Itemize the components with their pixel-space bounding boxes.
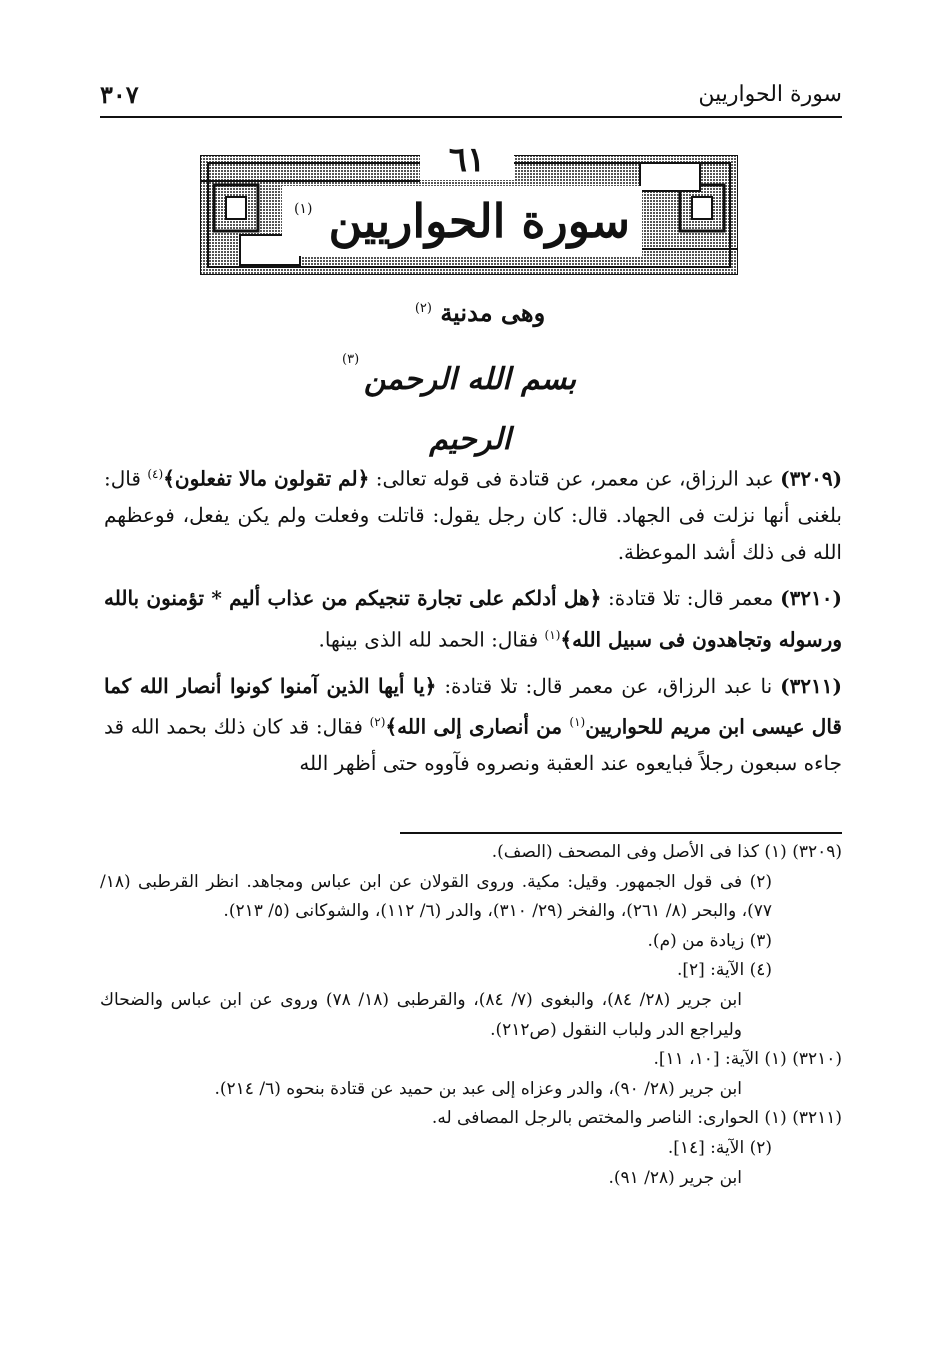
footnote-line: (٣٢٠٩) (١) كذا فى الأصل وفى المصحف (الصف).	[491, 842, 842, 862]
footnote-line: (٣٢١٠) (١) الآية: [١٠، ١١].	[653, 1049, 842, 1070]
footnote-ref: (١)	[544, 627, 561, 642]
footnote-line: ابن جرير (٢٨/ ٩١).	[608, 1167, 742, 1188]
hadith-number: (٣٢٠٩)	[780, 466, 843, 491]
subtitle-text: وهى مدنية	[440, 298, 546, 327]
running-header	[100, 80, 842, 116]
subtitle-footnote-ref: (٢)	[414, 301, 432, 316]
hadith-number: (٣٢١٠)	[780, 586, 842, 611]
footnote-line: ابن جرير (٢٨/ ٩٠)، والدر وعزاه إلى عبد بن حميد عن قتادة بنحوه (٦/ ٢١٤).	[214, 1078, 742, 1099]
quran-quote: من أنصارى إلى الله﴾	[385, 714, 570, 739]
footnote-ref: (٤)	[147, 467, 164, 481]
footnote-line: (٢) فى قول الجمهور. وقيل: مكية. وروى القولان عن ابن عباس ومجاهد. انظر القرطبى (١٨/ ٧٧)، والبحر (٨/ ٢٦١)، والفخر (٢٩/ ٣١٠)، والدر (٦/ ١١٢)، والشوكانى (٥/ ٢١٣).	[100, 871, 772, 922]
footnote-line: (٣) زيادة من (م).	[647, 930, 772, 951]
basmala: بسم الله الرحمن الرحيم	[363, 362, 577, 457]
surah-subtitle	[380, 298, 580, 327]
footnotes	[100, 838, 842, 1193]
surah-title	[282, 186, 642, 256]
footnote-line: (٣٢١١) (١) الحوارى: الناصر والمختص بالرجل المصافى له.	[431, 1108, 842, 1129]
paragraph-text: عبد الرزاق، عن معمر، عن قتادة فى قوله تعالى:	[369, 466, 781, 491]
hadith-paragraph	[104, 580, 842, 658]
quran-quote: ﴿يا أيها الذين آمنوا كونوا أنصار الله كما قال عيسى ابن مريم للحواريين	[104, 673, 842, 739]
footnote-line: (٤) الآية: [٢].	[676, 960, 772, 981]
paragraph-text: فقال: قد كان ذلك بحمد الله قد جاءه سبعون رجلاً فبايعوه عند العقبة ونصروه فآووه حتى أظهر الله	[104, 714, 842, 776]
surah-title-text: سورة الحواريين	[328, 194, 631, 248]
header-rule	[100, 116, 842, 118]
surah-title-footnote-ref: (١)	[293, 201, 313, 217]
hadith-paragraph	[104, 456, 842, 570]
footnote-rule	[400, 832, 842, 834]
main-text	[104, 456, 842, 792]
running-header-title: سورة الحواريين	[698, 82, 842, 107]
footnote-line: (٢) الآية: [١٤].	[667, 1137, 772, 1158]
hadith-number: (٣٢١١)	[780, 673, 842, 698]
paragraph-text: نا عبد الرزاق، عن معمر قال: تلا قتادة:	[436, 673, 781, 698]
basmala-footnote-ref: (٣)	[342, 352, 360, 367]
footnote-line: ابن جرير (٢٨/ ٨٤)، والبغوى (٧/ ٨٤)، والقرطبى (١٨/ ٧٨) وروى عن ابن عباس والضحاك وليراجع الدر ولباب النقول (ص٢١٢).	[100, 989, 742, 1040]
footnote-ref: (١)	[569, 715, 586, 730]
page-number: ٣٠٧	[100, 80, 139, 109]
footnote-ref: (٢)	[369, 715, 386, 730]
hadith-paragraph	[104, 668, 842, 782]
paragraph-text: قال: بلغنى أنها نزلت فى الجهاد. قال: كان رجل يقول: قاتلت وفعلت ولم يكن يفعل، فوعظهم الله فى ذلك أشد الموعظة.	[104, 466, 842, 564]
quran-quote: ﴿هل أدلكم على تجارة تنجيكم من عذاب أليم * تؤمنون بالله ورسوله وتجاهدون فى سبيل الله﴾	[104, 586, 842, 652]
paragraph-text: معمر قال: تلا قتادة:	[601, 586, 781, 611]
surah-number: ٦١	[420, 140, 514, 180]
paragraph-text: فقال: الحمد لله الذى بينها.	[318, 627, 545, 652]
quran-quote: ﴿لم تقولون مالا تفعلون﴾	[163, 466, 370, 491]
